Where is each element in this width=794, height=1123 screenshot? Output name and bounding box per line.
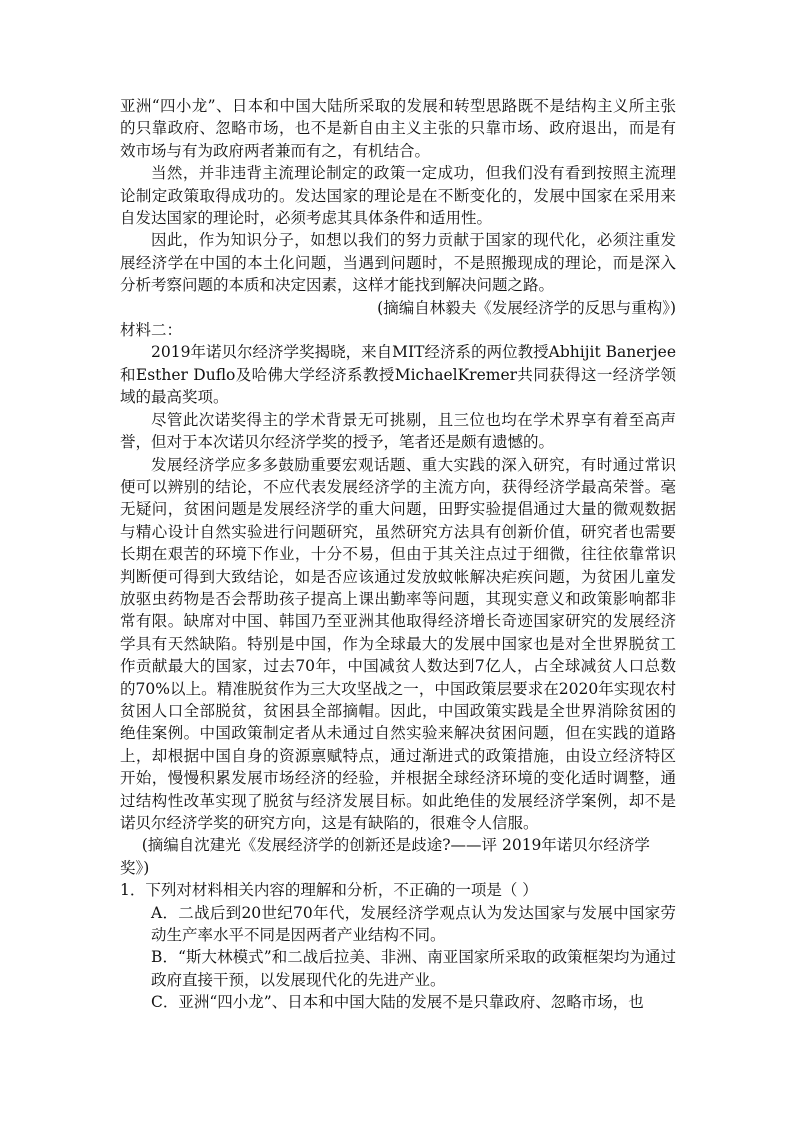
question-1-option-b: B．“斯大林模式”和二战后拉美、非洲、南亚国家所采取的政策框架均为通过政府直接干预，以发展现代化的先进产业。 [151,948,676,989]
question-1-option-a: A．二战后到20世纪70年代，发展经济学观点认为发达国家与发展中国家劳动生产率水平不同是因两者产业结构不同。 [151,903,676,945]
document-page [120,95,676,1014]
material1-paragraph-3: 因此，作为知识分子，如想以我们的努力贡献于国家的现代化，必须注重发展经济学在中国的本土化问题，当遇到问题时，不是照搬现成的理论，而是深入分析考察问题的本质和决定因素，这样才能找到解决问题之路。 [120,231,676,295]
question-1-option-c: C．亚洲“四小龙”、日本和中国大陆的发展不是只靠政府、忽略市场，也 [151,993,644,1012]
material1-source: (摘编自林毅夫《发展经济学的反思与重构》) [377,298,676,317]
material1-paragraph-2: 当然，并非违背主流理论制定的政策一定成功，但我们没有看到按照主流理论制定政策取得成功的。发达国家的理论是在不断变化的，发展中国家在采用来自发达国家的理论时，必须考虑其具体条件和适用性。 [120,164,676,228]
material2-paragraph-2: 尽管此次诺奖得主的学术背景无可挑剔，且三位也均在学术界享有着至高声誉，但对于本次诺贝尔经济学奖的授予，笔者还是颇有遗憾的。 [120,410,676,452]
question-1-stem: 1．下列对材料相关内容的理解和分析，不正确的一项是（ ） [120,881,538,900]
material2-paragraph-3: 发展经济学应多多鼓励重要宏观话题、重大实践的深入研究，有时通过常识便可以辨别的结论，不应代表发展经济学的主流方向，获得经济学最高荣誉。毫无疑问，贫困问题是发展经济学的重大问题，田野实验提倡通过大量的微观数据与精心设计自然实验进行问题研究，虽然研究方法具有创新价值，研究者也需要长期在艰苦的环境下作业，十分不易，但由于其关注点过于细微，往往依靠常识判断便可得到大致结论，如是否应该通过发放蚊帐解决疟疾问题，为贫困儿童发放驱虫药物是否会帮助孩子提高上课出勤率等问题，其现实意义和政策影响都非常有限。缺席对中国、韩国乃至亚洲其他取得经济增长奇迹国家研究的发展经济学具有天然缺陷。特别是中国，作为全球最大的发展中国家也是对全世界脱贫工作贡献最大的国家，过去70年，中国减贫人数达到7亿人，占全球减贫人口总数的70%以上。精准脱贫作为三大攻坚战之一，中国政策层要求在2020年实现农村贫困人口全部脱贫，贫困县全部摘帽。因此，中国政策实践是全世界消除贫困的绝佳案例。中国政策制定者从未通过自然实验来解决贫困问题，但在实践的道路上，却根据中国自身的资源禀赋特点，通过渐进式的政策措施，由设立经济特区开始，慢慢积累发展市场经济的经验，并根据全球经济环境的变化适时调整，通过结构性改革实现了脱贫与经济发展目标。如此绝佳的发展经济学案例，却不是诺贝尔经济学奖的研究方向，这是有缺陷的，很难令人信服。 [120,455,676,832]
material2-source: (摘编自沈建光《发展经济学的创新还是歧途?——评 2019年诺贝尔经济学奖》) [120,836,650,877]
material2-label: 材料二： [120,321,183,340]
material2-paragraph-1: 2019年诺贝尔经济学奖揭晓，来自MIT经济系的两位教授Abhijit Banerjee和Esther Duflo及哈佛大学经济系教授MichaelKremer共同获得这一经济学领域的最高奖项。 [120,343,676,407]
material1-paragraph-continued: 亚洲“四小龙”、日本和中国大陆所采取的发展和转型思路既不是结构主义所主张的只靠政府、忽略市场，也不是新自由主义主张的只靠市场、政府退出，而是有效市场与有为政府两者兼而有之，有机结合。 [120,97,676,160]
